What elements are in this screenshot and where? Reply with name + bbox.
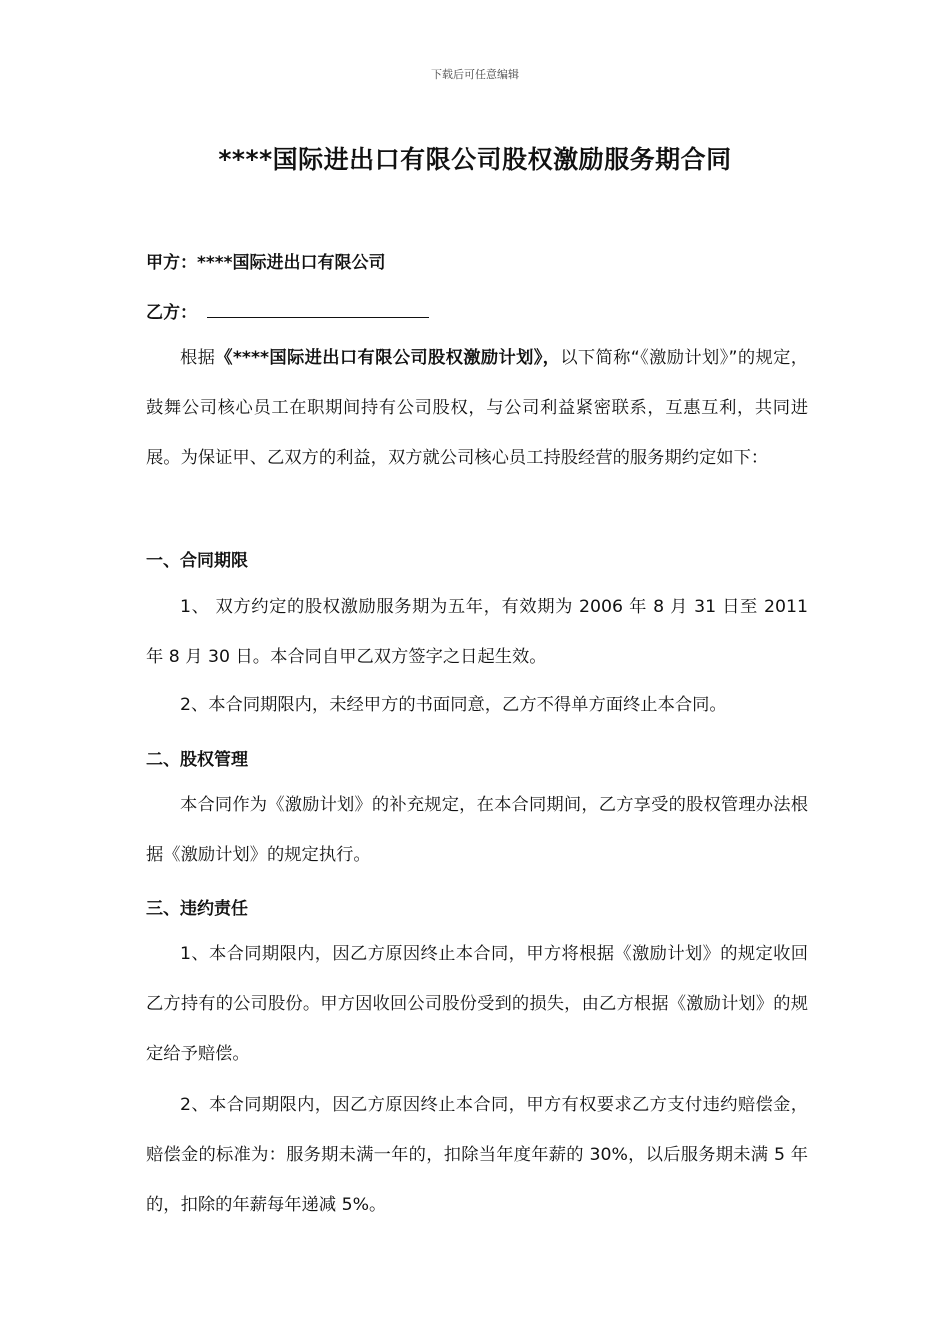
section-2-heading: 二、股权管理: [146, 750, 248, 770]
intro-rest: 以下简称“《激励计划》”的规定，鼓舞公司核心员工在职期间持有公司股权，与公司利益紧密联系，互惠互利，共同进展。为保证甲、乙双方的利益，双方就公司核心员工持股经营的服务期约定如下：: [146, 348, 808, 468]
intro-prefix: 根据: [180, 348, 216, 368]
section-1-heading: 一、合同期限: [146, 551, 248, 571]
section-1-paragraph-2: 2、本合同期限内，未经甲方的书面同意，乙方不得单方面终止本合同。: [180, 695, 727, 715]
intro-paragraph: [146, 333, 808, 483]
party-b-blank: [207, 301, 429, 318]
party-b-label: 乙方：: [146, 303, 197, 323]
section-3-heading: 三、违约责任: [146, 899, 248, 919]
party-a-line: [146, 248, 386, 273]
section-3-paragraph-2: 2、本合同期限内，因乙方原因终止本合同，甲方有权要求乙方支付违约赔偿金，赔偿金的标准为：服务期未满一年的，扣除当年度年薪的 30%，以后服务期未满 5 年的，扣除的年薪每年递减 5%。: [146, 1095, 808, 1215]
section-1-paragraph-1: 1、 双方约定的股权激励服务期为五年，有效期为 2006 年 8 月 31 日至 2011 年 8 月 30 日。本合同自甲乙双方签字之日起生效。: [146, 597, 808, 667]
intro-plan-name: 《****国际进出口有限公司股权激励计划》，: [215, 348, 561, 368]
section-3-paragraph-1: 1、本合同期限内，因乙方原因终止本合同，甲方将根据《激励计划》的规定收回乙方持有的公司股份。甲方因收回公司股份受到的损失，由乙方根据《激励计划》的规定给予赔偿。: [146, 944, 808, 1064]
document-title: ****国际进出口有限公司股权激励服务期合同: [218, 145, 732, 174]
party-a-label: 甲方：: [146, 253, 197, 273]
party-b-line: [146, 298, 429, 323]
header-note: 下载后可任意编辑: [431, 68, 519, 81]
section-2-paragraph-1: 本合同作为《激励计划》的补充规定，在本合同期间，乙方享受的股权管理办法根据《激励计划》的规定执行。: [146, 795, 808, 865]
party-a-value: ****国际进出口有限公司: [197, 253, 386, 273]
